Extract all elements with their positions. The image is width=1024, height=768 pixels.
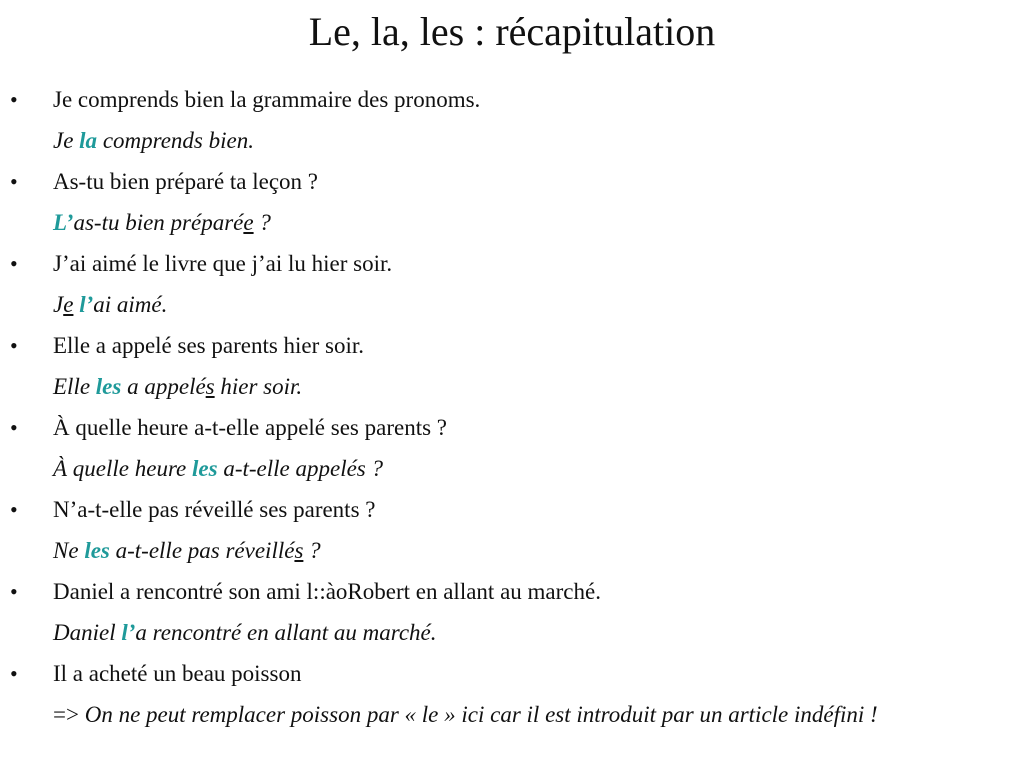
list-item [0, 494, 1024, 535]
bullet-icon: • [10, 497, 18, 522]
answer-segment: J [53, 292, 64, 317]
sentence-text: Je comprends bien la grammaire des pronoms. [53, 87, 481, 112]
answer-segment: On ne peut remplacer poisson par « le » ici car il est introduit par un article indéfini ! [84, 702, 878, 727]
list-item [0, 330, 1024, 371]
sentence-text: N’a-t-elle pas réveillé ses parents ? [53, 497, 376, 522]
pronoun-highlight: les [84, 538, 110, 563]
pronoun-highlight: L’ [53, 210, 74, 235]
answer-segment: as-tu bien préparé [73, 210, 244, 235]
answer-row [0, 371, 1024, 412]
answer-text [53, 456, 383, 481]
answer-text [85, 702, 878, 727]
answer-line [53, 453, 383, 485]
pronoun-highlight: les [192, 456, 218, 481]
answer-row [0, 617, 1024, 658]
answer-segment: a-t-elle pas réveillé [109, 538, 295, 563]
answer-segment: À quelle heure [53, 456, 193, 481]
answer-row [0, 207, 1024, 248]
sentence-text: As-tu bien préparé ta leçon ? [53, 169, 319, 194]
agreement-ending: s [294, 538, 304, 563]
sentence-text: Daniel a rencontré son ami l::àoRobert en allant au marché. [53, 579, 601, 604]
bullet-icon: • [10, 415, 18, 440]
answer-segment: ai aimé. [93, 292, 168, 317]
answer-text [53, 538, 321, 563]
list-item [0, 248, 1024, 289]
answer-line [53, 289, 167, 321]
answer-segment: hier soir. [214, 374, 303, 399]
answer-segment: a-t-elle appelés ? [217, 456, 383, 481]
pronoun-highlight: l’ [79, 292, 94, 317]
exercise-list [0, 84, 1024, 740]
bullet-icon: • [10, 251, 18, 276]
answer-text [53, 292, 167, 317]
list-item [0, 576, 1024, 617]
answer-row [0, 289, 1024, 330]
bullet-icon: • [10, 169, 18, 194]
answer-text [53, 210, 271, 235]
answer-line [53, 125, 254, 157]
sentence-text: Il a acheté un beau poisson [53, 661, 302, 686]
pronoun-highlight: les [95, 374, 122, 399]
bullet-icon: • [10, 579, 18, 604]
list-item [0, 84, 1024, 125]
answer-line [53, 207, 271, 239]
answer-line [53, 617, 437, 649]
agreement-ending: s [205, 374, 215, 399]
answer-row [0, 125, 1024, 166]
answer-segment: Ne [53, 538, 85, 563]
pronoun-highlight: l’ [121, 620, 136, 645]
sentence-text: Elle a appelé ses parents hier soir. [53, 333, 365, 358]
answer-text [53, 374, 302, 399]
answer-segment: Elle [53, 374, 96, 399]
pronoun-highlight: la [79, 128, 98, 153]
answer-row [0, 453, 1024, 494]
answer-line [53, 535, 321, 567]
answer-row [0, 699, 1024, 740]
answer-segment: ? [253, 210, 271, 235]
agreement-ending: e [63, 292, 74, 317]
bullet-icon: • [10, 661, 18, 686]
answer-segment: ? [303, 538, 321, 563]
bullet-icon: • [10, 333, 18, 358]
answer-line [53, 699, 878, 731]
answer-row [0, 535, 1024, 576]
answer-segment: Daniel [53, 620, 122, 645]
arrow-marker: => [53, 702, 85, 727]
slide-title: Le, la, les : récapitulation [308, 9, 716, 54]
answer-segment: a rencontré en allant au marché. [135, 620, 437, 645]
list-item [0, 412, 1024, 453]
answer-text [53, 128, 254, 153]
sentence-text: À quelle heure a-t-elle appelé ses parents ? [53, 415, 447, 440]
list-item [0, 166, 1024, 207]
answer-segment: Je [53, 128, 80, 153]
bullet-icon: • [10, 87, 18, 112]
answer-segment: comprends bien. [97, 128, 254, 153]
list-item [0, 658, 1024, 699]
answer-segment: a appelé [121, 374, 206, 399]
agreement-ending: e [243, 210, 254, 235]
sentence-text: J’ai aimé le livre que j’ai lu hier soir. [53, 251, 393, 276]
answer-line [53, 371, 302, 403]
answer-text [53, 620, 437, 645]
